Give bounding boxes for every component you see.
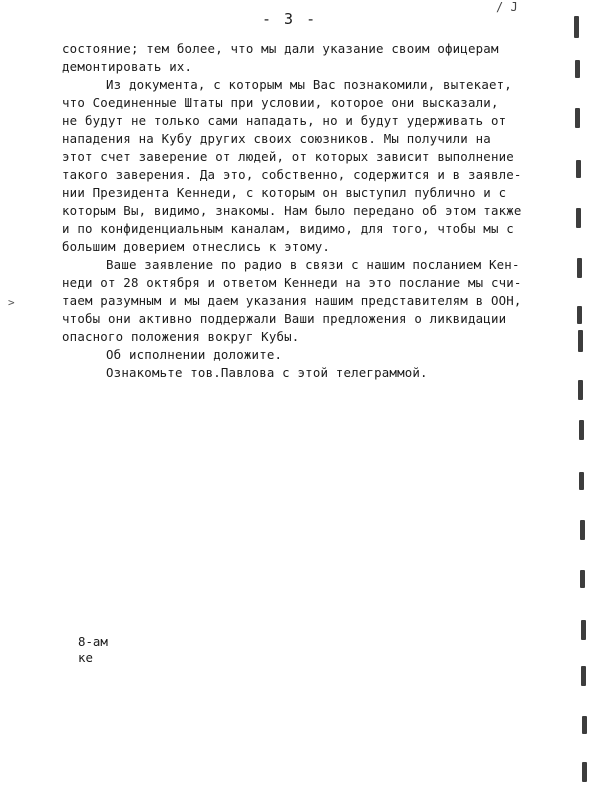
text-line: и по конфиденциальным каналам, видимо, для того, чтобы мы с (62, 221, 514, 236)
paragraph-2 (62, 76, 552, 256)
scan-mark (579, 420, 584, 440)
text-line: нападения на Кубу других своих союзников. Мы получили на (62, 131, 491, 146)
text-line: которым Вы, видимо, знакомы. Нам было передано об этом также (62, 203, 522, 218)
scan-mark (582, 762, 587, 782)
text-line: опасного положения вокруг Кубы. (62, 329, 300, 344)
text-line: этот счет заверение от людей, от которых зависит выполнение (62, 149, 514, 164)
paragraph-3 (62, 256, 552, 346)
scan-mark (576, 208, 581, 228)
scan-mark (576, 160, 581, 178)
text-line: демонтировать их. (62, 59, 193, 74)
text-line: что Соединенные Штаты при условии, которое они высказали, (62, 95, 499, 110)
text-line: состояние; тем более, что мы дали указание своим офицерам (62, 41, 499, 56)
scan-mark (575, 108, 580, 128)
scan-mark (579, 472, 584, 490)
text-line: Об исполнении доложите. (106, 347, 283, 362)
scan-mark (580, 570, 585, 588)
paragraph-1 (62, 40, 552, 76)
scan-mark (582, 716, 587, 734)
text-line: нии Президента Кеннеди, с которым он выступил публично и с (62, 185, 507, 200)
text-line: Ознакомьте тов.Павлова с этой телеграммой. (106, 365, 428, 380)
scan-mark (581, 666, 586, 686)
footer-code (78, 634, 108, 666)
scan-mark (577, 306, 582, 324)
paragraph-4 (62, 346, 552, 364)
scan-mark (577, 258, 582, 278)
text-line: Ваше заявление по радио в связи с нашим посланием Кен- (106, 257, 520, 272)
scan-mark (574, 16, 579, 38)
document-body (62, 40, 552, 382)
text-line: не будут не только сами нападать, но и будут удерживать от (62, 113, 507, 128)
paragraph-5 (62, 364, 552, 382)
text-line: Из документа, с которым мы Вас познакомили, вытекает, (106, 77, 512, 92)
left-margin-mark: > (8, 296, 15, 309)
corner-mark: / J (496, 0, 518, 14)
scan-mark (578, 380, 583, 400)
text-line: такого заверения. Да это, собственно, содержится и в заявле- (62, 167, 522, 182)
footer-code-line: ке (78, 650, 93, 665)
scan-mark (578, 330, 583, 352)
text-line: большим доверием отнеслись к этому. (62, 239, 331, 254)
footer-code-line: 8-ам (78, 634, 108, 649)
page-number: - 3 - (262, 10, 318, 28)
text-line: неди от 28 октября и ответом Кеннеди на это послание мы счи- (62, 275, 522, 290)
scan-mark (581, 620, 586, 640)
text-line: таем разумным и мы даем указания нашим представителям в ООН, (62, 293, 522, 308)
scan-mark (575, 60, 580, 78)
scan-mark (580, 520, 585, 540)
text-line: чтобы они активно поддержали Ваши предложения о ликвидации (62, 311, 507, 326)
